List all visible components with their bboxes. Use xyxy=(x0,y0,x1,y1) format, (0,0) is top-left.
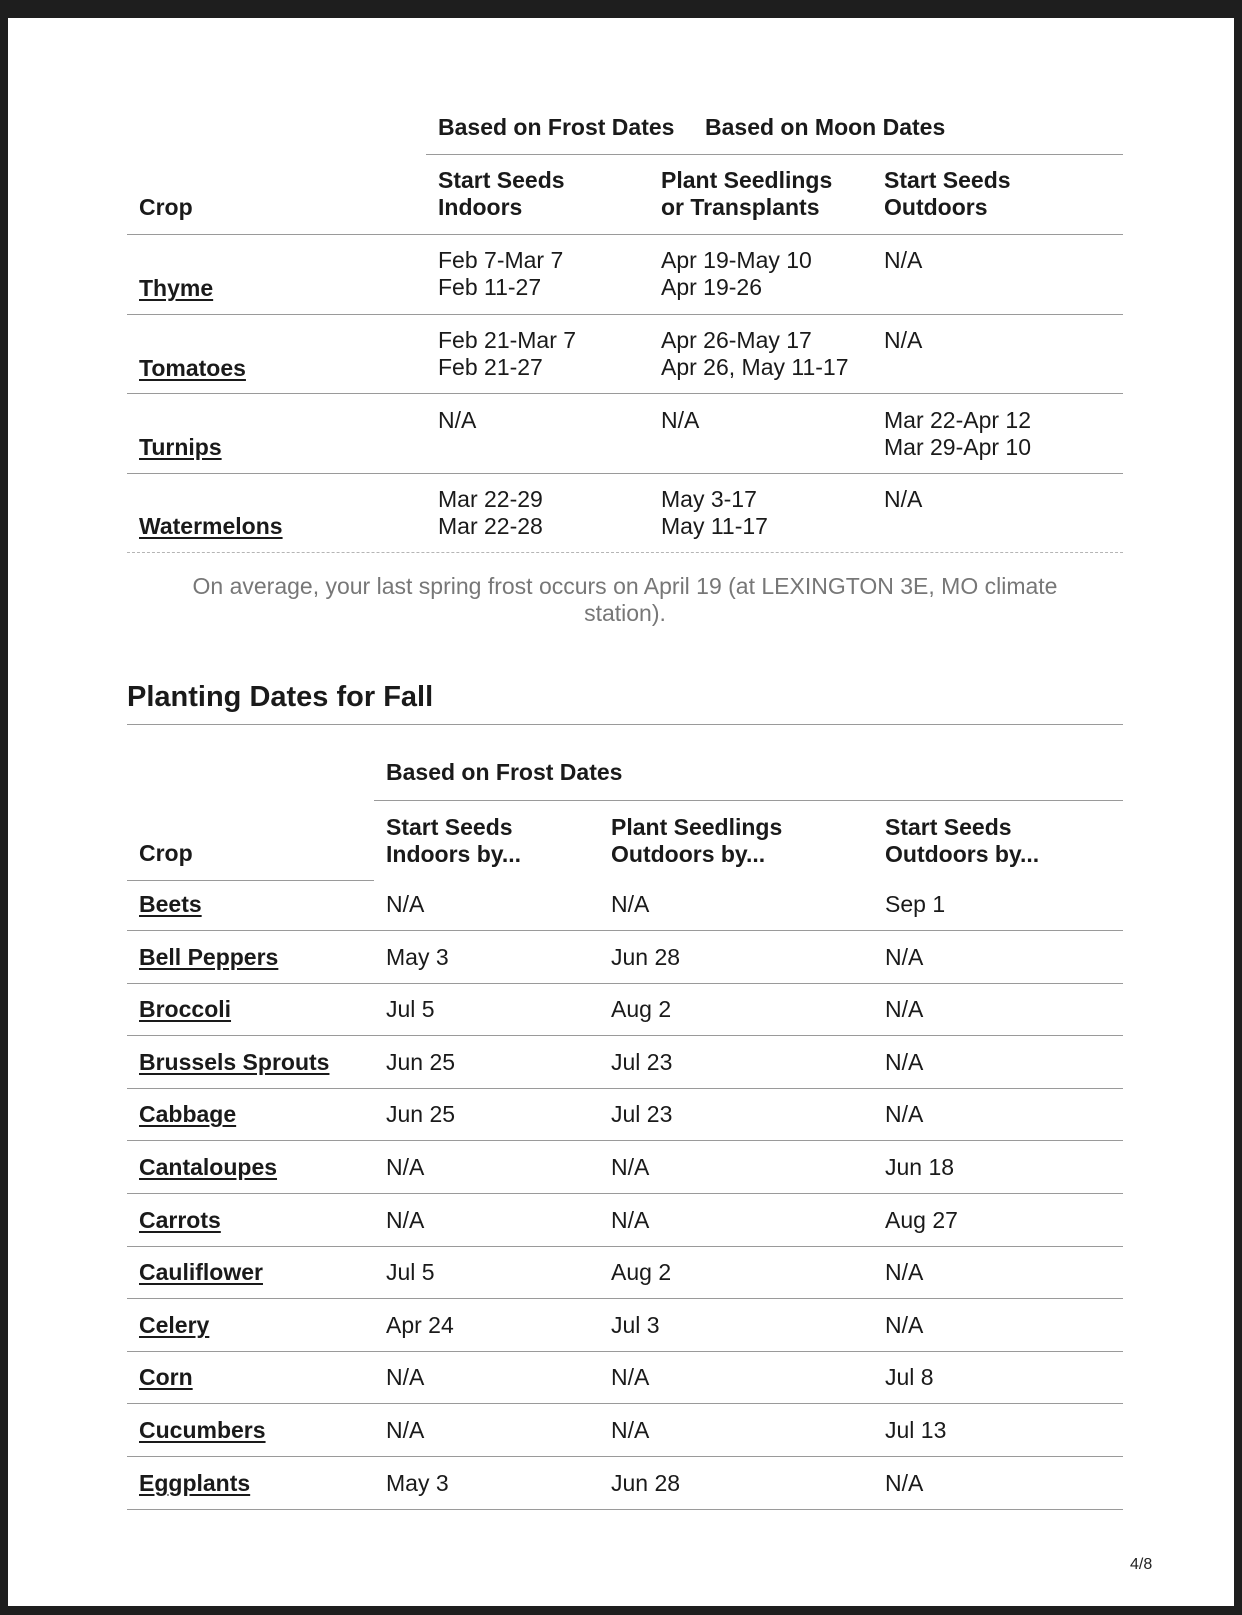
table-cell: N/A xyxy=(885,1470,924,1496)
crop-link[interactable]: Brussels Sprouts xyxy=(139,1049,330,1075)
table-cell: Aug 2 xyxy=(611,996,672,1022)
row-divider xyxy=(127,1298,1123,1299)
table-cell: Sep 1 xyxy=(885,891,946,917)
row-divider xyxy=(127,473,1123,474)
table-cell: Apr 26-May 17 Apr 26, May 11-17 xyxy=(661,327,849,380)
row-divider xyxy=(127,1509,1123,1510)
column-header-outdoors: Start Seeds Outdoors xyxy=(884,167,1011,220)
crop-link[interactable]: Corn xyxy=(139,1364,193,1390)
table-cell: May 3 xyxy=(386,1470,449,1496)
crop-link[interactable]: Cantaloupes xyxy=(139,1154,278,1180)
row-divider xyxy=(127,1351,1123,1352)
row-divider xyxy=(127,930,1123,931)
table-cell: N/A xyxy=(386,1207,425,1233)
column-header-transplant: Plant Seedlings or Transplants xyxy=(661,167,833,220)
section-title-rule xyxy=(127,724,1123,725)
table-cell: Jul 13 xyxy=(885,1417,947,1443)
column-header-crop: Crop xyxy=(139,194,193,220)
header-bottom-rule xyxy=(127,234,1123,235)
table-cell: May 3 xyxy=(386,944,449,970)
table-cell: N/A xyxy=(386,1364,425,1390)
row-divider xyxy=(127,1140,1123,1141)
row-divider xyxy=(127,983,1123,984)
table-cell: Jun 28 xyxy=(611,944,681,970)
table-cell: N/A xyxy=(386,1417,425,1443)
group-header-frost: Based on Frost Dates xyxy=(438,114,675,140)
crop-link[interactable]: Bell Peppers xyxy=(139,944,279,970)
crop-link[interactable]: Thyme xyxy=(139,275,214,301)
header-bottom-rule-crop xyxy=(127,880,374,881)
group-header-frost: Based on Frost Dates xyxy=(386,759,623,785)
column-header-outdoors-plant: Plant Seedlings Outdoors by... xyxy=(611,814,783,867)
row-divider xyxy=(127,1403,1123,1404)
table-cell: Feb 7-Mar 7 Feb 11-27 xyxy=(438,247,564,300)
section-title: Planting Dates for Fall xyxy=(127,681,434,713)
table-cell: N/A xyxy=(611,891,650,917)
dashed-divider xyxy=(127,552,1123,553)
table-cell: Aug 2 xyxy=(611,1259,672,1285)
column-header-indoors: Start Seeds Indoors by... xyxy=(386,814,522,867)
crop-link[interactable]: Cabbage xyxy=(139,1101,237,1127)
crop-link[interactable]: Carrots xyxy=(139,1207,221,1233)
table-cell: Jul 5 xyxy=(386,996,435,1022)
crop-link[interactable]: Celery xyxy=(139,1312,210,1338)
table-cell: Jun 28 xyxy=(611,1470,681,1496)
row-divider xyxy=(127,1456,1123,1457)
table-cell: Jun 25 xyxy=(386,1101,456,1127)
table-cell: N/A xyxy=(885,996,924,1022)
table-cell: Jul 8 xyxy=(885,1364,934,1390)
column-header-outdoors-seed: Start Seeds Outdoors by... xyxy=(885,814,1040,867)
row-divider xyxy=(127,393,1123,394)
crop-link[interactable]: Broccoli xyxy=(139,996,232,1022)
table-cell: N/A xyxy=(885,1312,924,1338)
crop-link[interactable]: Cauliflower xyxy=(139,1259,263,1285)
frost-note: On average, your last spring frost occurs on April 19 (at LEXINGTON 3E, MO climate station). xyxy=(192,573,1058,626)
table-cell: Apr 19-May 10 Apr 19-26 xyxy=(661,247,812,300)
table-cell: Jul 5 xyxy=(386,1259,435,1285)
table-cell: N/A xyxy=(438,407,477,433)
table-cell: Mar 22-29 Mar 22-28 xyxy=(438,486,543,539)
table-cell: Mar 22-Apr 12 Mar 29-Apr 10 xyxy=(884,407,1032,460)
row-divider xyxy=(127,1035,1123,1036)
table-cell: N/A xyxy=(611,1154,650,1180)
crop-link[interactable]: Eggplants xyxy=(139,1470,251,1496)
table-cell: Jun 25 xyxy=(386,1049,456,1075)
table-cell: N/A xyxy=(386,1154,425,1180)
table-cell: N/A xyxy=(611,1207,650,1233)
crop-link[interactable]: Beets xyxy=(139,891,202,917)
crop-link[interactable]: Watermelons xyxy=(139,513,283,539)
crop-link[interactable]: Turnips xyxy=(139,434,222,460)
table-cell: Apr 24 xyxy=(386,1312,454,1338)
table-cell: N/A xyxy=(611,1417,650,1443)
table-cell: N/A xyxy=(885,1259,924,1285)
table-cell: N/A xyxy=(386,891,425,917)
table-cell: Feb 21-Mar 7 Feb 21-27 xyxy=(438,327,577,380)
page-number: 4/8 xyxy=(1130,1556,1153,1573)
crop-link[interactable]: Tomatoes xyxy=(139,355,246,381)
table-cell: N/A xyxy=(884,327,923,353)
table-cell: N/A xyxy=(884,247,923,273)
table-cell: Aug 27 xyxy=(885,1207,958,1233)
table-cell: Jul 3 xyxy=(611,1312,660,1338)
header-divider xyxy=(374,800,1123,801)
table-cell: N/A xyxy=(661,407,700,433)
row-divider xyxy=(127,314,1123,315)
row-divider xyxy=(127,1088,1123,1089)
document-page xyxy=(8,18,1234,1606)
table-cell: N/A xyxy=(611,1364,650,1390)
crop-link[interactable]: Cucumbers xyxy=(139,1417,266,1443)
table-cell: N/A xyxy=(885,1101,924,1127)
group-header-moon: Based on Moon Dates xyxy=(705,114,946,140)
table-cell: Jul 23 xyxy=(611,1101,673,1127)
column-header-crop: Crop xyxy=(139,840,193,866)
header-divider xyxy=(426,154,1123,155)
table-cell: Jul 23 xyxy=(611,1049,673,1075)
table-cell: N/A xyxy=(884,486,923,512)
table-cell: Jun 18 xyxy=(885,1154,955,1180)
column-header-indoors: Start Seeds Indoors xyxy=(438,167,565,220)
table-cell: May 3-17 May 11-17 xyxy=(661,486,768,539)
row-divider xyxy=(127,1246,1123,1247)
row-divider xyxy=(127,1193,1123,1194)
table-cell: N/A xyxy=(885,944,924,970)
table-cell: N/A xyxy=(885,1049,924,1075)
